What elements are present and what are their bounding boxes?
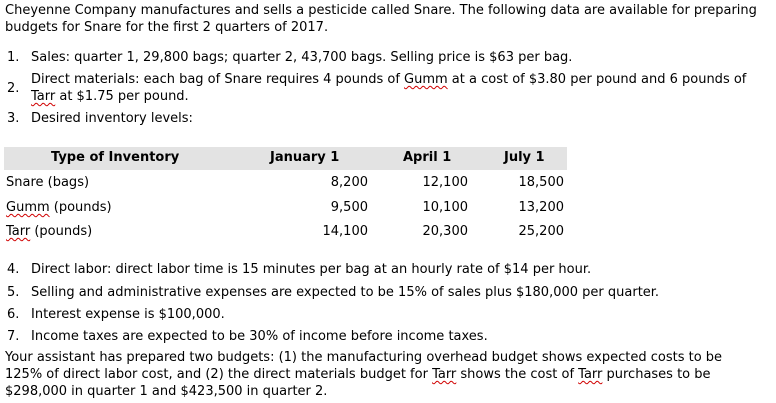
col-header-july: July 1 xyxy=(504,150,545,165)
text-fragment: at a cost of $3.80 per pound and 6 pounds of xyxy=(447,72,747,87)
table-cell: 10,100 xyxy=(422,200,468,215)
item-income-taxes: Income taxes are expected to be 30% of income before income taxes. xyxy=(31,329,488,344)
item-number: 1. xyxy=(7,50,20,65)
spellcheck-word: Gumm xyxy=(404,72,448,87)
text-fragment: Direct materials: each bag of Snare requires 4 pounds of xyxy=(31,72,405,87)
table-cell: 8,200 xyxy=(330,175,368,190)
spellcheck-word: Gumm xyxy=(6,200,50,215)
table-row-name xyxy=(6,200,112,216)
intro-paragraph: Cheyenne Company manufactures and sells a pesticide called Snare. The following data are available for preparing budgets for Snare for the first 2 quarters of 2017. xyxy=(5,3,757,35)
col-header-january: January 1 xyxy=(270,150,340,165)
table-cell: 9,500 xyxy=(330,200,368,215)
col-header-type: Type of Inventory xyxy=(51,150,180,165)
spellcheck-word: Tarr xyxy=(31,89,56,104)
item-number: 3. xyxy=(7,111,20,126)
item-sales: Sales: quarter 1, 29,800 bags; quarter 2, 43,700 bags. Selling price is $63 per bag. xyxy=(31,50,573,65)
text-fragment: at $1.75 per pound. xyxy=(55,89,189,104)
closing-line1: Your assistant has prepared two budgets: (1) the manufacturing overhead budget shows expected costs to be xyxy=(5,350,723,365)
item-number: 4. xyxy=(7,262,20,277)
text-fragment: (pounds) xyxy=(30,224,93,239)
closing-line3: $298,000 in quarter 1 and $423,500 in quarter 2. xyxy=(5,384,328,399)
item-number: 5. xyxy=(7,285,20,300)
closing-line2 xyxy=(5,367,711,383)
spellcheck-word: Tarr xyxy=(578,367,603,382)
table-cell: 25,200 xyxy=(518,224,564,239)
item-direct-materials-line2 xyxy=(31,89,189,105)
spellcheck-word: Tarr xyxy=(6,224,31,239)
item-number: 7. xyxy=(7,329,20,344)
table-cell: 20,300 xyxy=(422,224,468,239)
item-direct-materials-line1 xyxy=(31,72,746,88)
table-row-name xyxy=(6,224,92,240)
item-selling-admin: Selling and administrative expenses are expected to be 15% of sales plus $180,000 per quarter. xyxy=(31,285,660,300)
spellcheck-word: Tarr xyxy=(432,367,457,382)
item-inventory-levels: Desired inventory levels: xyxy=(31,111,193,126)
text-fragment: (pounds) xyxy=(49,200,112,215)
text-fragment: purchases to be xyxy=(602,367,711,382)
item-number: 2. xyxy=(7,81,20,96)
table-cell: 14,100 xyxy=(322,224,368,239)
table-cell: 13,200 xyxy=(518,200,564,215)
item-interest: Interest expense is $100,000. xyxy=(31,307,225,322)
table-row-name: Snare (bags) xyxy=(6,175,90,190)
item-direct-labor: Direct labor: direct labor time is 15 minutes per bag at an hourly rate of $14 per hour. xyxy=(31,262,592,277)
text-fragment: 125% of direct labor cost, and (2) the direct materials budget for xyxy=(5,367,433,382)
text-fragment: shows the cost of xyxy=(456,367,579,382)
item-number: 6. xyxy=(7,307,20,322)
col-header-april: April 1 xyxy=(403,150,452,165)
table-cell: 12,100 xyxy=(422,175,468,190)
table-cell: 18,500 xyxy=(518,175,564,190)
